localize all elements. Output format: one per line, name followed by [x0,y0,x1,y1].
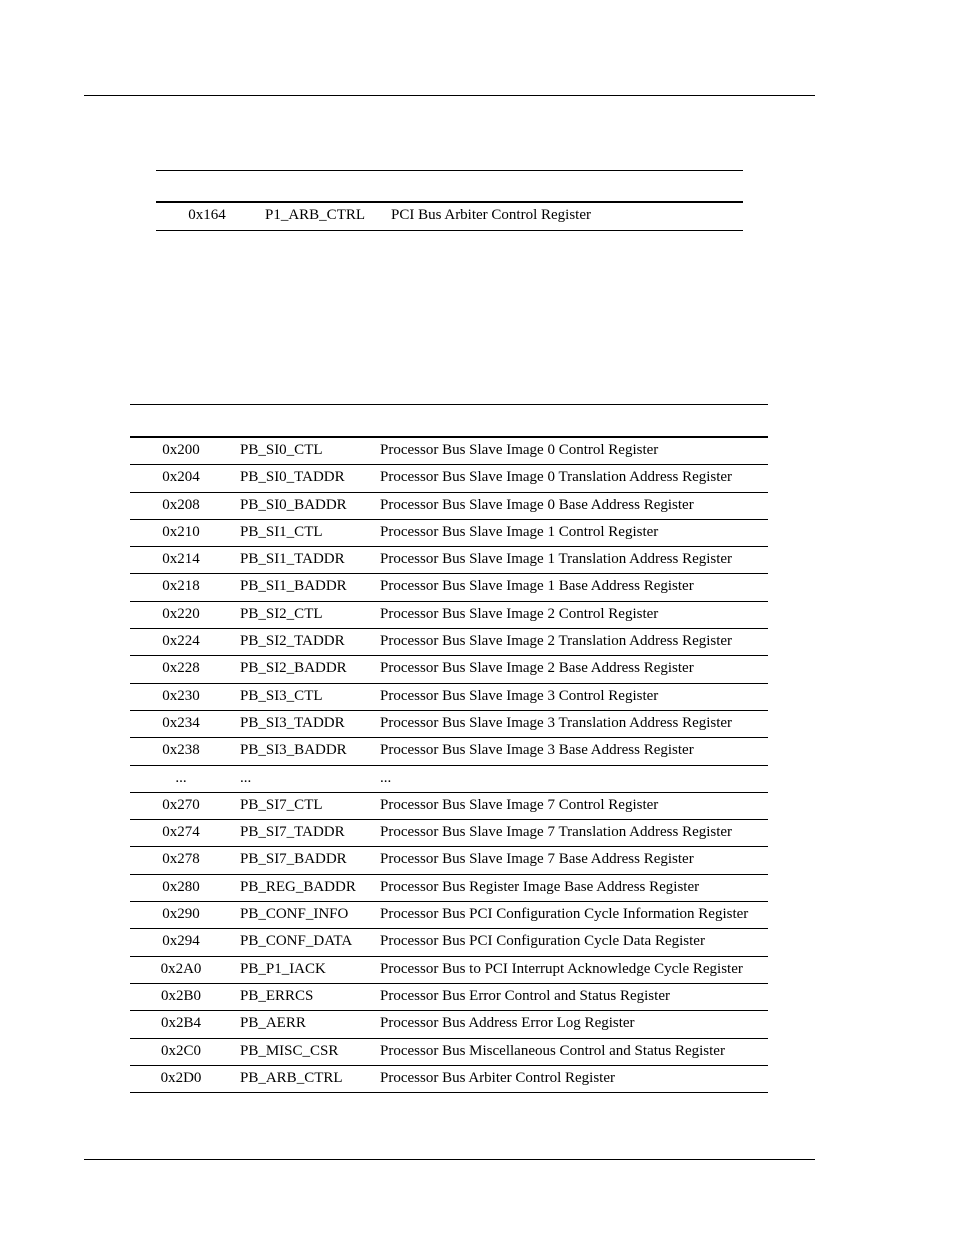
table-row [130,1039,768,1066]
register-name-cell: Processor Bus Slave Image 3 Translation Address Register [380,714,733,731]
mnemonic-cell: PB_SI3_TADDR [240,714,345,731]
mnemonic-cell: PB_SI7_TADDR [240,824,345,841]
table-row [130,929,768,956]
table2 [130,438,768,1093]
table-row [130,1011,768,1038]
register-name-cell: Processor Bus Slave Image 0 Translation Address Register [380,469,733,486]
register-name-cell: Processor Bus Slave Image 7 Control Register [380,796,659,813]
table-row [130,493,768,520]
mnemonic-cell: PB_SI2_TADDR [240,633,345,650]
table2-top-rule [130,404,768,405]
mnemonic-cell: PB_P1_IACK [240,960,326,977]
register-name-cell: Processor Bus PCI Configuration Cycle Information Register [380,906,749,923]
offset-cell: 0x228 [162,660,200,677]
offset-cell: 0x278 [162,851,200,868]
register-name-cell: Processor Bus Register Image Base Address Register [380,878,700,895]
mnemonic-cell: PB_REG_BADDR [240,878,356,895]
register-name-cell: Processor Bus Slave Image 2 Translation Address Register [380,633,733,650]
register-name-cell: Processor Bus Slave Image 2 Base Address Register [380,660,694,677]
register-name-cell: Processor Bus Slave Image 2 Control Register [380,605,659,622]
offset-cell: 0x2B4 [160,1015,201,1032]
offset-cell: 0x210 [162,523,200,540]
mnemonic-cell: PB_SI7_CTL [240,796,323,813]
offset-cell: 0x280 [162,878,200,895]
register-name-cell: Processor Bus Address Error Log Register [380,1015,635,1032]
table1-top-rule [156,170,743,171]
register-name-cell: PCI Bus Arbiter Control Register [391,207,591,223]
register-name-cell: Processor Bus Slave Image 7 Translation Address Register [380,824,733,841]
register-name-cell: Processor Bus Slave Image 1 Translation Address Register [380,551,733,568]
register-name-cell: Processor Bus PCI Configuration Cycle Data Register [380,933,705,950]
mnemonic-cell: ... [240,769,252,786]
table-row [130,738,768,765]
mnemonic-cell: PB_SI7_BADDR [240,851,347,868]
offset-cell: 0x200 [162,442,200,458]
table-row [130,711,768,738]
offset-cell: 0x208 [162,496,200,513]
offset-cell: ... [175,769,187,786]
offset-cell: 0x2C0 [160,1042,201,1059]
table-row [130,902,768,929]
table-row [130,656,768,683]
offset-cell: 0x234 [162,714,200,731]
offset-cell: 0x164 [188,207,226,223]
register-name-cell: Processor Bus Slave Image 0 Base Address Register [380,496,694,513]
register-name-cell: Processor Bus Slave Image 3 Control Register [380,687,659,704]
table-row [130,684,768,711]
mnemonic-cell: P1_ARB_CTRL [265,207,366,223]
footer-rule [84,1159,815,1160]
table-row [130,1066,768,1093]
table-row [130,984,768,1011]
register-name-cell: Processor Bus Slave Image 0 Control Register [380,442,659,458]
table-row [130,793,768,820]
register-name-cell: Processor Bus Slave Image 1 Base Address Register [380,578,694,595]
table-row [130,766,768,793]
offset-cell: 0x2B0 [160,987,201,1004]
mnemonic-cell: PB_SI0_TADDR [240,469,345,486]
mnemonic-cell: PB_SI0_BADDR [240,496,347,513]
table-row [130,520,768,547]
offset-cell: 0x294 [162,933,200,950]
table1 [156,203,743,231]
register-name-cell: Processor Bus to PCI Interrupt Acknowledge Cycle Register [380,960,743,977]
table-row [130,820,768,847]
offset-cell: 0x290 [162,906,200,923]
register-name-cell: Processor Bus Slave Image 3 Base Address Register [380,742,694,759]
table-row [130,957,768,984]
mnemonic-cell: PB_SI3_CTL [240,687,323,704]
table-row [130,847,768,874]
mnemonic-cell: PB_SI0_CTL [240,442,323,458]
mnemonic-cell: PB_SI1_BADDR [240,578,347,595]
offset-cell: 0x2D0 [160,1069,202,1086]
offset-cell: 0x204 [162,469,200,486]
mnemonic-cell: PB_MISC_CSR [240,1042,339,1059]
offset-cell: 0x224 [162,633,200,650]
offset-cell: 0x274 [162,824,200,841]
mnemonic-cell: PB_SI2_CTL [240,605,323,622]
register-name-cell: Processor Bus Arbiter Control Register [380,1069,615,1086]
table-row [156,203,743,231]
offset-cell: 0x214 [162,551,200,568]
mnemonic-cell: PB_CONF_INFO [240,906,349,923]
table-row [130,875,768,902]
mnemonic-cell: PB_SI1_CTL [240,523,323,540]
register-name-cell: Processor Bus Miscellaneous Control and Status Register [380,1042,725,1059]
mnemonic-cell: PB_SI2_BADDR [240,660,347,677]
table-row [130,629,768,656]
register-name-cell: Processor Bus Error Control and Status Register [380,987,670,1004]
table-row [130,602,768,629]
mnemonic-cell: PB_ARB_CTRL [240,1069,343,1086]
offset-cell: 0x230 [162,687,200,704]
mnemonic-cell: PB_ERRCS [240,987,314,1004]
table-row [130,465,768,492]
offset-cell: 0x238 [162,742,200,759]
register-name-cell: Processor Bus Slave Image 7 Base Address Register [380,851,694,868]
offset-cell: 0x220 [162,605,200,622]
register-name-cell: Processor Bus Slave Image 1 Control Register [380,523,659,540]
mnemonic-cell: PB_SI1_TADDR [240,551,345,568]
offset-cell: 0x218 [162,578,200,595]
mnemonic-cell: PB_CONF_DATA [240,933,353,950]
table-row [130,547,768,574]
table-row [130,574,768,601]
register-name-cell: ... [380,769,392,786]
table-row [130,438,768,465]
offset-cell: 0x270 [162,796,200,813]
mnemonic-cell: PB_SI3_BADDR [240,742,347,759]
mnemonic-cell: PB_AERR [240,1015,306,1032]
offset-cell: 0x2A0 [160,960,202,977]
header-rule [84,95,815,96]
